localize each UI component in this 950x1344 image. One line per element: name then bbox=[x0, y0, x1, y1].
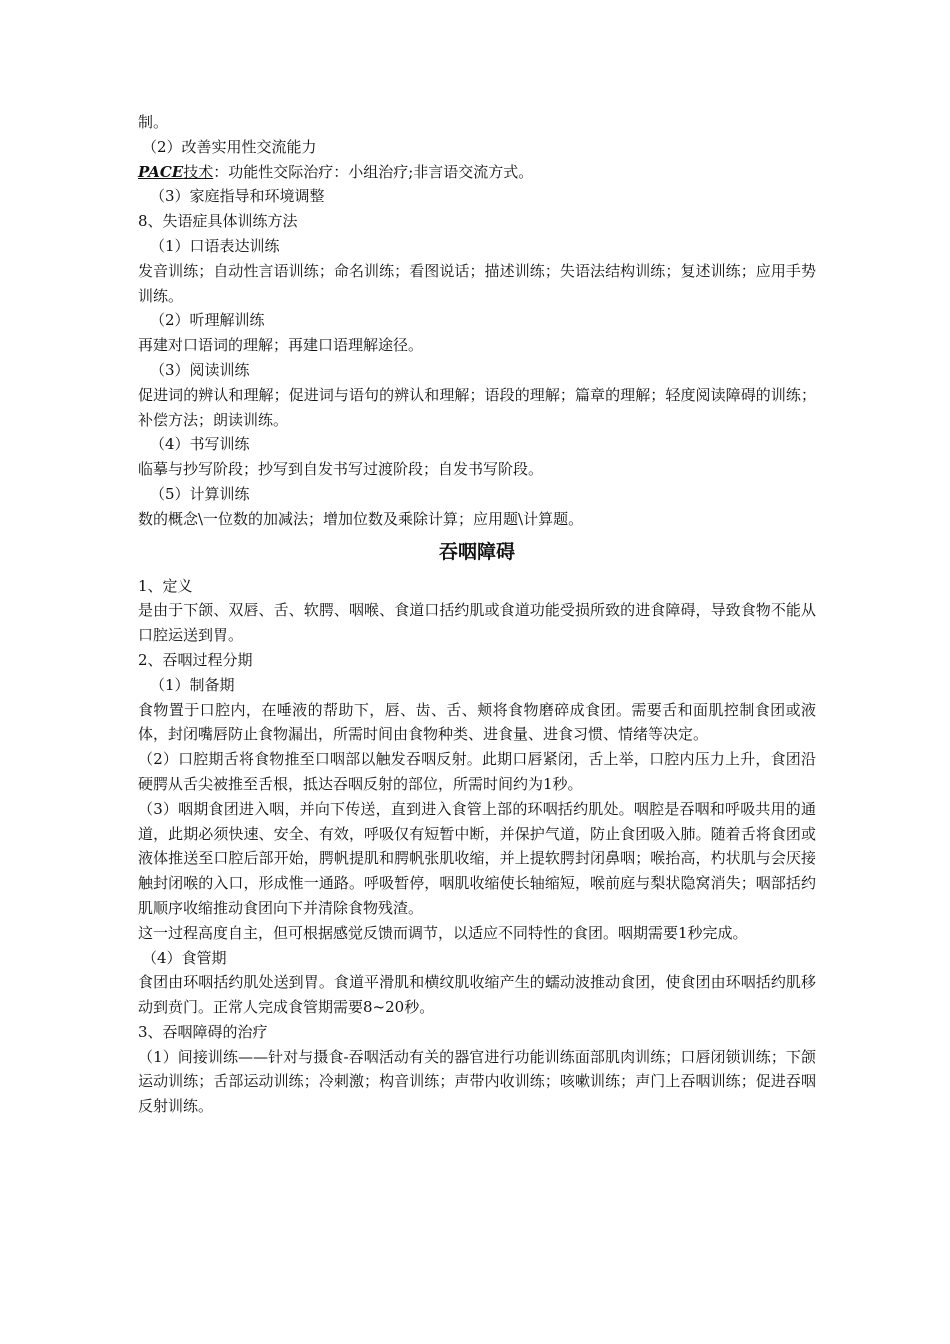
subsection-title: （3）阅读训练 bbox=[150, 360, 250, 379]
paragraph: 食物置于口腔内，在唾液的帮助下，唇、齿、舌、颊将食物磨碎成食团。需要舌和面肌控制食团或液体，封闭嘴唇防止食物漏出，所需时间由食物种类、进食量、进食习惯、情绪等决定。 bbox=[138, 700, 816, 744]
subsection-title: （5）计算训练 bbox=[150, 484, 250, 503]
paragraph: 发音训练；自动性言语训练；命名训练；看图说话；描述训练；失语法结构训练；复述训练；应用手势训练。 bbox=[138, 261, 816, 305]
section-title: 3、吞咽障碍的治疗 bbox=[138, 1022, 268, 1041]
subsection-title: （4）书写训练 bbox=[150, 435, 250, 454]
paragraph: 再建对口语词的理解；再建口语理解途径。 bbox=[138, 336, 424, 355]
paragraph: （1）间接训练——针对与摄食-吞咽活动有关的器官进行功能训练面部肌肉训练；口唇闭锁训练；下颌运动训练；舌部运动训练；冷刺激；构音训练；声带内收训练；咳嗽训练；声门上吞咽训练；促进吞咽反射训练。 bbox=[138, 1047, 816, 1116]
section-title: 1、定义 bbox=[138, 576, 193, 595]
section-title: 8、失语症具体训练方法 bbox=[138, 212, 298, 231]
pace-line bbox=[138, 160, 816, 185]
paragraph: 这一过程高度自主，但可根据感觉反馈而调节，以适应不同特性的食团。咽期需要1秒完成。 bbox=[138, 923, 748, 942]
subsection-title: （1）制备期 bbox=[150, 675, 235, 694]
paragraph: 食团由环咽括约肌处送到胃。食道平滑肌和横纹肌收缩产生的蠕动波推动食团，使食团由环咽括约肌移动到贲门。正常人完成食管期需要8~20秒。 bbox=[138, 973, 816, 1017]
subsection-title: （2）改善实用性交流能力 bbox=[142, 137, 317, 156]
paragraph: （3）咽期食团进入咽，并向下传送，直到进入食管上部的环咽括约肌处。咽腔是吞咽和呼吸共用的通道，此期必须快速、安全、有效，呼吸仅有短暂中断，并保护气道，防止食团吸入肺。随着舌将食团或液体推送至口腔后部开始，腭帆提肌和腭帆张肌收缩，并上提软腭封闭鼻咽；喉抬高，杓状肌与会厌接触封闭喉的入口，形成惟一通路。呼吸暂停，咽肌收缩使长轴缩短，喉前庭与梨状隐窝消失；咽部括约肌顺序收缩推动食团向下并清除食物残渣。 bbox=[138, 799, 816, 917]
pace-description: ：功能性交际治疗：小组治疗;非言语交流方式。 bbox=[213, 162, 534, 181]
subsection-title: （3）家庭指导和环境调整 bbox=[150, 187, 325, 206]
paragraph: 是由于下颌、双唇、舌、软腭、咽喉、食道口括约肌或食道功能受损所致的进食障碍，导致食物不能从口腔运送到胃。 bbox=[138, 601, 816, 645]
paragraph: （2）口腔期舌将食物推至口咽部以触发吞咽反射。此期口唇紧闭，舌上举，口腔内压力上升，食团沿硬腭从舌尖被推至舌根，抵达吞咽反射的部位，所需时间约为1秒。 bbox=[138, 750, 816, 793]
subsection-title: （2）听理解训练 bbox=[150, 311, 265, 330]
text-line: 制。 bbox=[138, 113, 169, 131]
document-page bbox=[138, 110, 816, 1119]
subsection-title: （4）食管期 bbox=[142, 948, 227, 967]
section-title: 2、吞咽过程分期 bbox=[138, 650, 253, 669]
chapter-heading: 吞咽障碍 bbox=[438, 540, 515, 563]
pace-label-tail: 技术 bbox=[183, 162, 214, 181]
paragraph: 促进词的辨认和理解；促进词与语句的辨认和理解；语段的理解；篇章的理解；轻度阅读障碍的训练；补偿方法；朗读训练。 bbox=[138, 385, 816, 429]
subsection-title: （1）口语表达训练 bbox=[150, 236, 280, 255]
paragraph: 临摹与抄写阶段；抄写到自发书写过渡阶段；自发书写阶段。 bbox=[138, 460, 544, 479]
pace-label: PACE bbox=[138, 162, 184, 181]
paragraph: 数的概念\一位数的加减法；增加位数及乘除计算；应用题\计算题。 bbox=[138, 509, 584, 528]
